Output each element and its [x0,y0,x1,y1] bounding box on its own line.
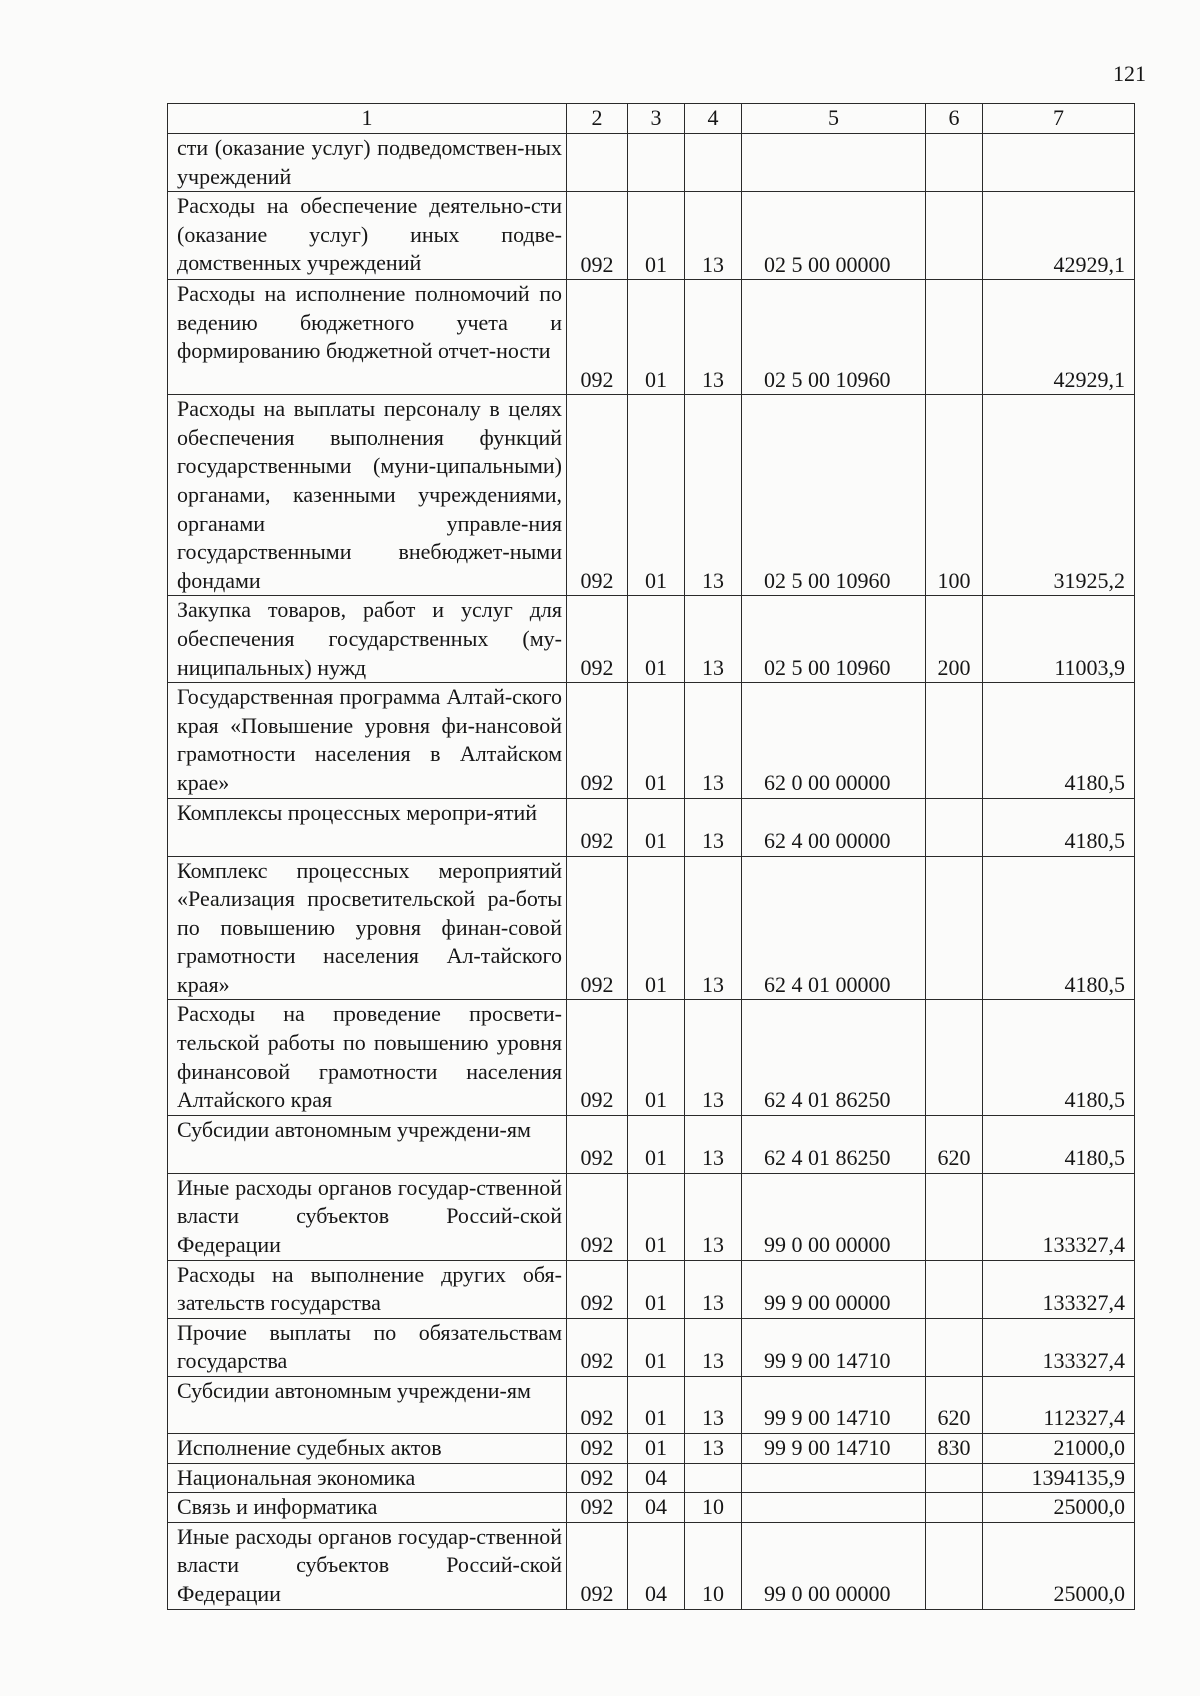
target-code [742,134,926,192]
target-code: 99 0 00 00000 [742,1522,926,1609]
section-code: 04 [628,1522,685,1609]
amount [983,134,1135,192]
section-code: 01 [628,1173,685,1260]
target-code: 02 5 00 10960 [742,395,926,596]
col-header-7: 7 [983,104,1135,134]
section-code: 04 [628,1493,685,1523]
expense-type-code [926,1522,983,1609]
expense-type-code: 200 [926,596,983,683]
ministry-code: 092 [567,1260,628,1318]
section-code: 04 [628,1463,685,1493]
section-code: 01 [628,1377,685,1434]
ministry-code: 092 [567,192,628,280]
target-code: 99 0 00 00000 [742,1173,926,1260]
amount: 133327,4 [983,1173,1135,1260]
subsection-code: 13 [685,1000,742,1115]
amount: 4180,5 [983,1115,1135,1173]
ministry-code: 092 [567,395,628,596]
row-name: Расходы на выплаты персоналу в целях обеспечения выполнения функций государственными (муни-ципальными) органами, казенными учреждениями, органами управле-ния государственными внебюджет-ными фондами [168,395,567,596]
subsection-code: 13 [685,1260,742,1318]
section-code: 01 [628,596,685,683]
target-code: 02 5 00 00000 [742,192,926,280]
target-code: 62 4 01 00000 [742,856,926,1000]
expense-type-code: 100 [926,395,983,596]
amount: 1394135,9 [983,1463,1135,1493]
section-code: 01 [628,1318,685,1376]
row-name: Расходы на проведение просвети-тельской работы по повышению уровня финансовой грамотности населения Алтайского края [168,1000,567,1115]
expense-type-code [926,1173,983,1260]
amount: 4180,5 [983,856,1135,1000]
row-name: Расходы на обеспечение деятельно-сти (оказание услуг) иных подве-домственных учреждений [168,192,567,280]
amount: 25000,0 [983,1522,1135,1609]
ministry-code: 092 [567,1463,628,1493]
col-header-2: 2 [567,104,628,134]
table-row [168,395,1135,596]
col-header-6: 6 [926,104,983,134]
ministry-code: 092 [567,1173,628,1260]
section-code: 01 [628,280,685,395]
expense-type-code [926,134,983,192]
table-row [168,1434,1135,1464]
section-code: 01 [628,1000,685,1115]
expense-type-code [926,683,983,798]
amount: 21000,0 [983,1434,1135,1464]
row-name: сти (оказание услуг) подведомствен-ных учреждений [168,134,567,192]
subsection-code [685,1463,742,1493]
row-name: Расходы на исполнение полномочий по ведению бюджетного учета и формированию бюджетной отчет-ности [168,280,567,395]
subsection-code: 13 [685,280,742,395]
target-code: 02 5 00 10960 [742,280,926,395]
row-name: Иные расходы органов государ-ственной власти субъектов Россий-ской Федерации [168,1522,567,1609]
target-code: 62 0 00 00000 [742,683,926,798]
target-code: 02 5 00 10960 [742,596,926,683]
row-name: Связь и информатика [168,1493,567,1523]
table-row [168,1522,1135,1609]
table-row [168,798,1135,856]
amount: 4180,5 [983,683,1135,798]
expense-type-code [926,1000,983,1115]
row-name: Комплексы процессных меропри-ятий [168,798,567,856]
target-code: 99 9 00 14710 [742,1318,926,1376]
target-code: 62 4 01 86250 [742,1115,926,1173]
ministry-code: 092 [567,1377,628,1434]
row-name: Прочие выплаты по обязательствам государства [168,1318,567,1376]
ministry-code [567,134,628,192]
ministry-code: 092 [567,1318,628,1376]
row-name: Исполнение судебных актов [168,1434,567,1464]
budget-table [167,103,1135,1610]
amount: 31925,2 [983,395,1135,596]
table-row [168,683,1135,798]
target-code: 99 9 00 00000 [742,1260,926,1318]
expense-type-code [926,1463,983,1493]
subsection-code: 13 [685,192,742,280]
subsection-code: 13 [685,856,742,1000]
expense-type-code [926,798,983,856]
table-row [168,1463,1135,1493]
amount: 11003,9 [983,596,1135,683]
table-row [168,596,1135,683]
subsection-code: 13 [685,1377,742,1434]
subsection-code: 13 [685,1318,742,1376]
ministry-code: 092 [567,1522,628,1609]
table-row [168,1000,1135,1115]
subsection-code: 13 [685,1434,742,1464]
subsection-code: 10 [685,1522,742,1609]
expense-type-code [926,1260,983,1318]
ministry-code: 092 [567,1493,628,1523]
subsection-code: 13 [685,395,742,596]
expense-type-code: 620 [926,1115,983,1173]
col-header-4: 4 [685,104,742,134]
target-code [742,1493,926,1523]
subsection-code: 13 [685,596,742,683]
ministry-code: 092 [567,1434,628,1464]
section-code: 01 [628,192,685,280]
section-code: 01 [628,1260,685,1318]
target-code: 99 9 00 14710 [742,1434,926,1464]
column-number-row [168,104,1135,134]
table-row [168,280,1135,395]
col-header-5: 5 [742,104,926,134]
expense-type-code [926,1318,983,1376]
row-name: Расходы на выполнение других обя-зательств государства [168,1260,567,1318]
ministry-code: 092 [567,683,628,798]
subsection-code [685,134,742,192]
row-name: Субсидии автономным учреждени-ям [168,1115,567,1173]
subsection-code: 13 [685,798,742,856]
ministry-code: 092 [567,1000,628,1115]
table-row [168,134,1135,192]
section-code [628,134,685,192]
table-row [168,1260,1135,1318]
subsection-code: 10 [685,1493,742,1523]
amount: 4180,5 [983,1000,1135,1115]
table-row [168,856,1135,1000]
ministry-code: 092 [567,798,628,856]
section-code: 01 [628,798,685,856]
target-code [742,1463,926,1493]
amount: 133327,4 [983,1260,1135,1318]
expense-type-code: 620 [926,1377,983,1434]
amount: 42929,1 [983,280,1135,395]
ministry-code: 092 [567,1115,628,1173]
expense-type-code [926,192,983,280]
amount: 133327,4 [983,1318,1135,1376]
expense-type-code: 830 [926,1434,983,1464]
amount: 4180,5 [983,798,1135,856]
row-name: Иные расходы органов государ-ственной власти субъектов Россий-ской Федерации [168,1173,567,1260]
row-name: Закупка товаров, работ и услуг для обеспечения государственных (му-ниципальных) нужд [168,596,567,683]
section-code: 01 [628,1434,685,1464]
table-row [168,1318,1135,1376]
col-header-1: 1 [168,104,567,134]
row-name: Национальная экономика [168,1463,567,1493]
expense-type-code [926,280,983,395]
amount: 112327,4 [983,1377,1135,1434]
expense-type-code [926,1493,983,1523]
page-number: 121 [1113,61,1146,86]
ministry-code: 092 [567,856,628,1000]
subsection-code: 13 [685,1173,742,1260]
subsection-code: 13 [685,683,742,798]
section-code: 01 [628,1115,685,1173]
row-name: Субсидии автономным учреждени-ям [168,1377,567,1434]
section-code: 01 [628,683,685,798]
section-code: 01 [628,856,685,1000]
col-header-3: 3 [628,104,685,134]
table-row [168,192,1135,280]
table-row [168,1173,1135,1260]
table-row [168,1377,1135,1434]
target-code: 62 4 00 00000 [742,798,926,856]
target-code: 99 9 00 14710 [742,1377,926,1434]
subsection-code: 13 [685,1115,742,1173]
ministry-code: 092 [567,280,628,395]
row-name: Комплекс процессных мероприятий «Реализация просветительской ра-боты по повышению уровня финан-совой грамотности населения Ал-тайского края» [168,856,567,1000]
amount: 42929,1 [983,192,1135,280]
table-row [168,1493,1135,1523]
row-name: Государственная программа Алтай-ского края «Повышение уровня фи-нансовой грамотности населения в Алтайском крае» [168,683,567,798]
ministry-code: 092 [567,596,628,683]
section-code: 01 [628,395,685,596]
expense-type-code [926,856,983,1000]
amount: 25000,0 [983,1493,1135,1523]
target-code: 62 4 01 86250 [742,1000,926,1115]
table-row [168,1115,1135,1173]
